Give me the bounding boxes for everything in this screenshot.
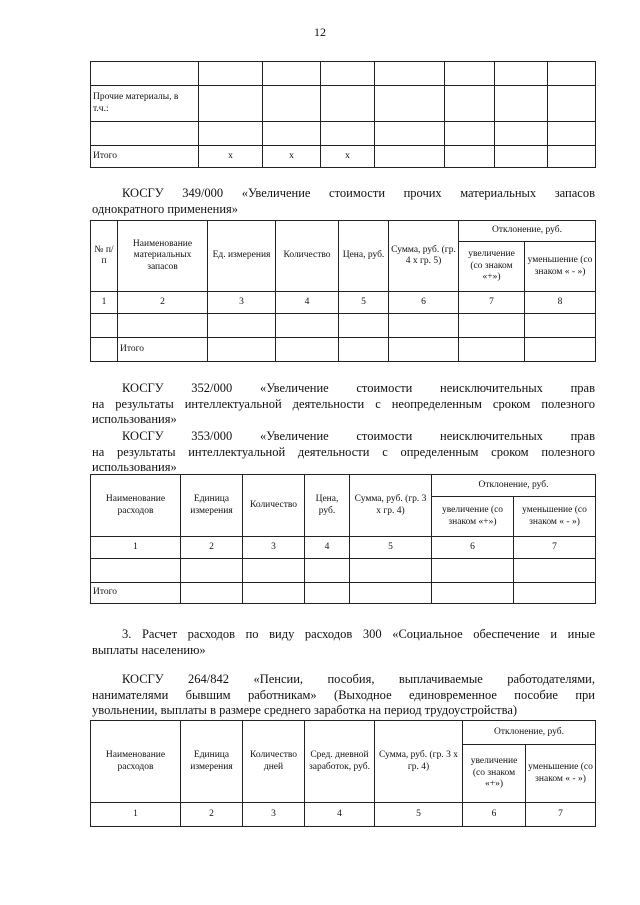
table-cell	[208, 338, 276, 362]
kosgu-349-line2: однократного применения»	[92, 201, 239, 216]
column-number-row	[91, 803, 596, 827]
column-number: 1	[91, 292, 118, 314]
column-number: 2	[181, 803, 243, 827]
table-cell	[375, 146, 445, 168]
col-header-price: Цена, руб.	[339, 221, 389, 292]
kosgu-349-table	[90, 220, 596, 362]
table-cell	[243, 583, 305, 604]
table-cell	[445, 146, 495, 168]
table-cell	[321, 122, 375, 146]
table-cell	[91, 338, 118, 362]
col-header-increase: увеличение (со знаком «+»)	[459, 242, 525, 292]
table-row	[91, 583, 596, 604]
table-cell	[389, 314, 459, 338]
table-cell	[445, 62, 495, 86]
table-row	[91, 338, 596, 362]
table-cell	[548, 122, 596, 146]
materials-continuation-table	[90, 61, 596, 168]
table-cell	[91, 314, 118, 338]
table-cell	[525, 338, 596, 362]
table-cell	[199, 86, 263, 122]
table-cell	[548, 62, 596, 86]
table-cell	[199, 122, 263, 146]
column-number: 3	[243, 537, 305, 559]
table-cell	[375, 122, 445, 146]
kosgu-352-heading	[92, 381, 595, 428]
kosgu-353-heading	[92, 429, 595, 476]
section-300-line2: выплаты населению»	[92, 642, 206, 657]
col-header-unit: Ед. измерения	[208, 221, 276, 292]
column-number: 6	[432, 537, 514, 559]
column-number: 7	[526, 803, 596, 827]
column-number: 3	[243, 803, 305, 827]
column-number: 5	[350, 537, 432, 559]
total-label: Итого	[91, 146, 199, 168]
table-cell	[445, 122, 495, 146]
table-cell	[263, 62, 321, 86]
table-cell	[525, 314, 596, 338]
kosgu-352-line2: на результаты интеллектуальной деятельности с неопределенным сроком полезного	[92, 396, 595, 411]
col-header-increase: увеличение (со знаком «+»)	[432, 497, 514, 537]
table-cell	[91, 62, 199, 86]
col-header-name: Наименование расходов	[91, 475, 181, 537]
table-cell	[375, 86, 445, 122]
table-row	[91, 559, 596, 583]
column-number: 7	[459, 292, 525, 314]
table-cell	[339, 314, 389, 338]
kosgu-264-heading	[92, 672, 595, 719]
table-cell	[321, 62, 375, 86]
col-header-decrease: уменьшение (со знаком « - »)	[525, 242, 596, 292]
column-number-row	[91, 292, 596, 314]
table-cell	[495, 122, 548, 146]
col-header-avg-earnings: Сред. дневной заработок, руб.	[305, 721, 375, 803]
table-row	[91, 86, 596, 122]
col-header-deviation: Отклонение, руб.	[463, 721, 596, 745]
column-number: 2	[118, 292, 208, 314]
kosgu-264-line1: КОСГУ 264/842 «Пенсии, пособия, выплачиваемые работодателями,	[122, 672, 595, 686]
table-cell	[91, 122, 199, 146]
table-header-row	[91, 475, 596, 497]
section-300-heading	[92, 627, 595, 658]
table-cell: x	[199, 146, 263, 168]
kosgu-264-table	[90, 720, 596, 827]
table-cell	[199, 62, 263, 86]
column-number: 6	[463, 803, 526, 827]
col-header-no: № п/п	[91, 221, 118, 292]
column-number: 4	[276, 292, 339, 314]
col-header-price: Цена, руб.	[305, 475, 350, 537]
table-header-row	[91, 221, 596, 242]
page-number: 12	[314, 25, 326, 39]
total-label: Итого	[118, 338, 208, 362]
table-row	[91, 122, 596, 146]
kosgu-349-line1: КОСГУ 349/000 «Увеличение стоимости прочих материальных запасов	[122, 186, 595, 200]
column-number: 7	[514, 537, 596, 559]
table-cell: Прочие материалы, в т.ч.:	[91, 86, 199, 122]
table-cell	[432, 559, 514, 583]
col-header-sum: Сумма, руб. (гр. 3 х гр. 4)	[375, 721, 463, 803]
table-cell: x	[321, 146, 375, 168]
column-number: 5	[339, 292, 389, 314]
column-number-row	[91, 537, 596, 559]
kosgu-353-line3: использования»	[92, 460, 177, 474]
column-number: 6	[389, 292, 459, 314]
table-cell	[263, 122, 321, 146]
kosgu-264-line2: нанимателями бывшим работникам» (Выходное единовременное пособие при	[92, 687, 595, 702]
table-cell	[305, 583, 350, 604]
table-header-row	[91, 721, 596, 745]
table-cell	[495, 62, 548, 86]
column-number: 1	[91, 537, 181, 559]
column-number: 4	[305, 537, 350, 559]
table-cell	[321, 86, 375, 122]
table-cell	[339, 338, 389, 362]
table-cell	[389, 338, 459, 362]
table-cell	[350, 559, 432, 583]
col-header-unit: Единица измерения	[181, 475, 243, 537]
table-row	[91, 314, 596, 338]
table-cell	[181, 583, 243, 604]
column-number: 5	[375, 803, 463, 827]
kosgu-264-line3: увольнении, выплаты в размере среднего заработка на период трудоустройства)	[92, 703, 518, 717]
table-row	[91, 146, 596, 168]
table-cell	[495, 86, 548, 122]
table-cell	[118, 314, 208, 338]
table-cell	[350, 583, 432, 604]
section-300-line1: 3. Расчет расходов по виду расходов 300 «Социальное обеспечение и иные	[122, 627, 595, 641]
table-cell	[243, 559, 305, 583]
table-cell: x	[263, 146, 321, 168]
column-number: 8	[525, 292, 596, 314]
table-cell	[459, 314, 525, 338]
table-cell	[305, 559, 350, 583]
col-header-deviation: Отклонение, руб.	[459, 221, 596, 242]
table-cell	[263, 86, 321, 122]
table-cell	[276, 338, 339, 362]
col-header-deviation: Отклонение, руб.	[432, 475, 596, 497]
table-cell	[181, 559, 243, 583]
kosgu-353-line1: КОСГУ 353/000 «Увеличение стоимости неисключительных прав	[122, 429, 595, 443]
table-cell	[276, 314, 339, 338]
table-cell	[432, 583, 514, 604]
col-header-increase: увеличение (со знаком «+»)	[463, 745, 526, 803]
table-cell	[514, 559, 596, 583]
column-number: 1	[91, 803, 181, 827]
col-header-sum: Сумма, руб. (гр. 3 х гр. 4)	[350, 475, 432, 537]
kosgu-352-353-table	[90, 474, 596, 604]
col-header-name: Наименование расходов	[91, 721, 181, 803]
kosgu-352-line1: КОСГУ 352/000 «Увеличение стоимости неисключительных прав	[122, 381, 595, 395]
column-number: 2	[181, 537, 243, 559]
table-cell	[375, 62, 445, 86]
table-row	[91, 62, 596, 86]
table-cell	[459, 338, 525, 362]
table-cell	[91, 559, 181, 583]
kosgu-352-line3: использования»	[92, 412, 177, 426]
col-header-qty: Количество	[243, 475, 305, 537]
col-header-sum: Сумма, руб. (гр. 4 х гр. 5)	[389, 221, 459, 292]
column-number: 4	[305, 803, 375, 827]
col-header-name: Наименование материальных запасов	[118, 221, 208, 292]
table-cell	[208, 314, 276, 338]
table-cell	[514, 583, 596, 604]
kosgu-349-heading	[92, 186, 595, 217]
table-cell	[445, 86, 495, 122]
col-header-unit: Единица измерения	[181, 721, 243, 803]
col-header-decrease: уменьшение (со знаком « - »)	[526, 745, 596, 803]
col-header-qty: Количество	[276, 221, 339, 292]
total-label: Итого	[91, 583, 181, 604]
col-header-decrease: уменьшение (со знаком « - »)	[514, 497, 596, 537]
column-number: 3	[208, 292, 276, 314]
table-cell	[495, 146, 548, 168]
kosgu-353-line2: на результаты интеллектуальной деятельности с определенным сроком полезного	[92, 444, 595, 459]
col-header-days: Количество дней	[243, 721, 305, 803]
table-cell	[548, 146, 596, 168]
table-cell	[548, 86, 596, 122]
